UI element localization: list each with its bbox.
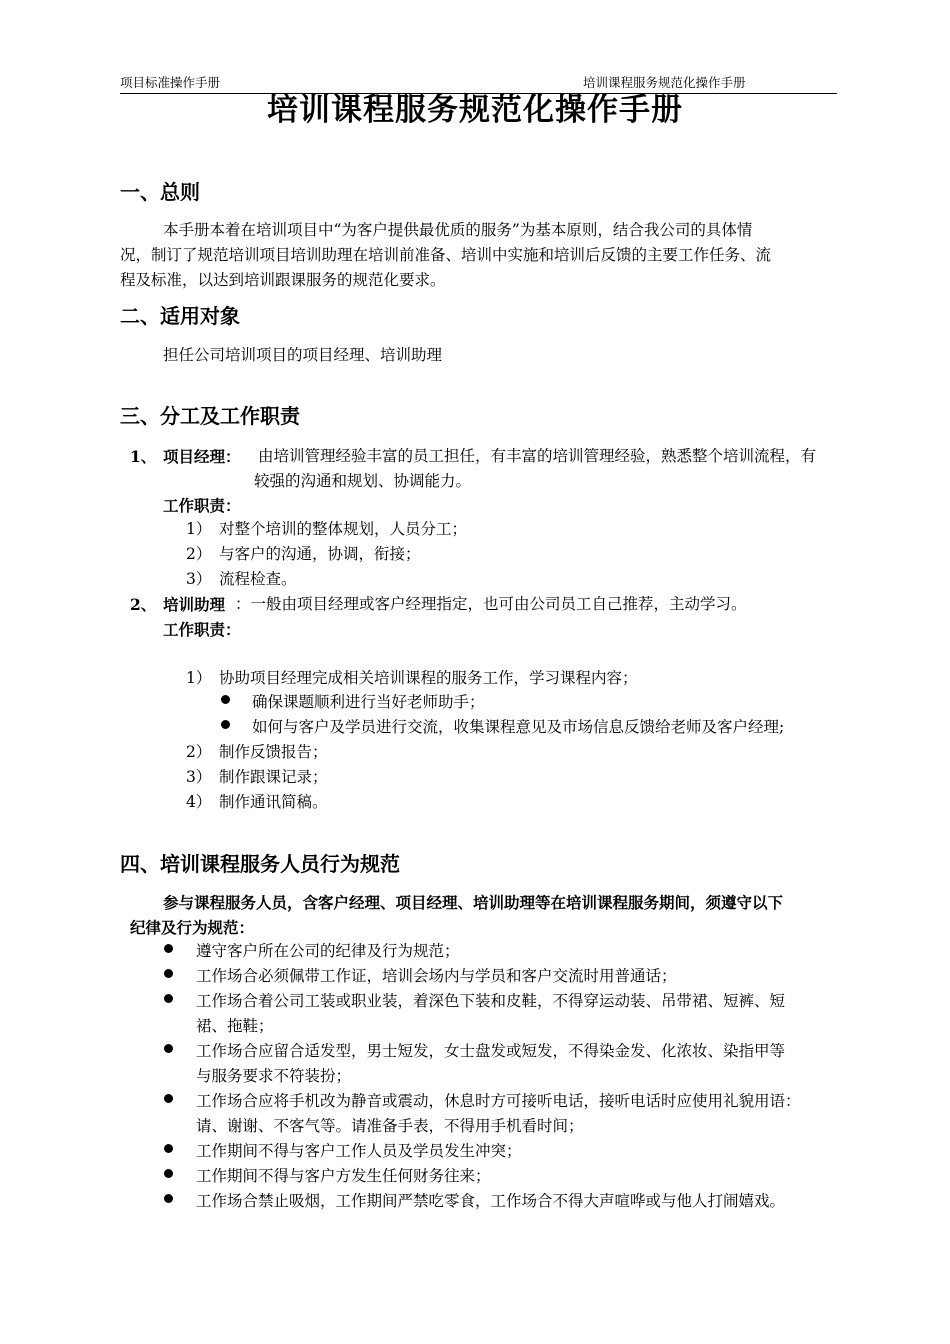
rule-4-line-1: 工作场合应留合适发型，男士短发，女士盘发或短发，不得染金发、化浓妆、染指甲等: [196, 1042, 786, 1060]
role-1-duty-3-number: 3）: [186, 570, 212, 588]
bullet-icon: [164, 1194, 173, 1203]
rule-5-line-1: 工作场合应将手机改为静音或震动，休息时方可接听电话，接听电话时应使用礼貌用语：: [196, 1092, 801, 1110]
role-1-duties-label: 工作职责：: [163, 496, 241, 515]
bullet-icon: [164, 969, 173, 978]
header-left-text: 项目标准操作手册: [120, 75, 221, 90]
rule-2-line-1: 工作场合必须佩带工作证，培训会场内与学员和客户交流时用普通话；: [196, 967, 677, 985]
section-4-intro-line-1: 参与课程服务人员，含客户经理、项目经理、培训助理等在培训课程服务期间，须遵守以下: [163, 893, 784, 912]
section-1-heading: 一、总则: [120, 180, 200, 204]
rule-4-line-2: 与服务要求不符装扮；: [196, 1067, 352, 1085]
role-1-number: 1、: [130, 447, 157, 466]
role-2-number: 2、: [130, 595, 157, 614]
section-2-text: 担任公司培训项目的项目经理、培训助理: [163, 346, 443, 364]
rule-3-line-1: 工作场合着公司工装或职业装，着深色下装和皮鞋，不得穿运动装、吊带裙、短裤、短: [196, 992, 786, 1010]
section-1-line-1: 本手册本着在培训项目中“为客户提供最优质的服务”为基本原则，结合我公司的具体情: [163, 221, 753, 239]
section-1-line-3: 程及标准，以达到培训跟课服务的规范化要求。: [120, 271, 446, 289]
role-2-duty-2-text: 制作反馈报告；: [219, 743, 328, 761]
role-1-duty-3-text: 流程检查。: [219, 570, 297, 588]
role-2-sub-bullet-2: 如何与客户及学员进行交流，收集课程意见及市场信息反馈给老师及客户经理;: [252, 718, 785, 736]
role-2-duty-3-text: 制作跟课记录；: [219, 768, 328, 786]
role-1-label: 项目经理：: [163, 447, 241, 466]
rule-3-line-2: 裙、拖鞋；: [196, 1017, 274, 1035]
header-right-text: 培训课程服务规范化操作手册: [583, 75, 746, 90]
role-1-desc-line-1: 由培训管理经验丰富的员工担任，有丰富的培训管理经验，熟悉整个培训流程，有: [258, 447, 817, 465]
role-2-duty-1-text: 协助项目经理完成相关培训课程的服务工作，学习课程内容；: [219, 669, 638, 687]
role-2-duty-1-number: 1）: [186, 669, 212, 687]
section-4-heading: 四、培训课程服务人员行为规范: [120, 852, 400, 876]
role-2-duty-4-text: 制作通讯简稿。: [219, 793, 328, 811]
bullet-icon: [221, 695, 230, 704]
role-2-duty-4-number: 4）: [186, 793, 212, 811]
section-2-heading: 二、适用对象: [120, 304, 240, 328]
role-2-duty-2-number: 2）: [186, 743, 212, 761]
section-1-line-2: 况，制订了规范培训项目培训助理在培训前准备、培训中实施和培训后反馈的主要工作任务、流: [120, 246, 772, 264]
bullet-icon: [164, 994, 173, 1003]
role-1-duty-2-number: 2）: [186, 545, 212, 563]
role-2-desc: ：一般由项目经理或客户经理指定，也可由公司员工自己推荐，主动学习。: [235, 595, 747, 613]
role-2-duty-3-number: 3）: [186, 768, 212, 786]
role-2-label: 培训助理: [163, 595, 226, 614]
role-1-desc-line-2: 较强的沟通和规划、协调能力。: [254, 472, 472, 490]
rule-1-line-1: 遵守客户所在公司的纪律及行为规范；: [196, 942, 460, 960]
bullet-icon: [164, 1169, 173, 1178]
bullet-icon: [164, 1044, 173, 1053]
document-title: 培训课程服务规范化操作手册: [267, 92, 683, 128]
section-3-heading: 三、分工及工作职责: [120, 404, 300, 428]
role-2-duties-label: 工作职责：: [163, 620, 241, 639]
bullet-icon: [164, 944, 173, 953]
role-1-duty-2-text: 与客户的沟通，协调，衔接；: [219, 545, 421, 563]
rule-5-line-2: 请、谢谢、不客气等。请准备手表，不得用手机看时间；: [196, 1117, 584, 1135]
rule-8-line-1: 工作场合禁止吸烟，工作期间严禁吃零食，工作场合不得大声喧哗或与他人打闹嬉戏。: [196, 1192, 786, 1210]
rule-7-line-1: 工作期间不得与客户方发生任何财务往来；: [196, 1167, 491, 1185]
bullet-icon: [221, 720, 230, 729]
bullet-icon: [164, 1094, 173, 1103]
role-1-duty-1-text: 对整个培训的整体规划，人员分工；: [219, 520, 468, 538]
section-4-intro-line-2: 纪律及行为规范：: [130, 918, 255, 937]
role-1-duty-1-number: 1）: [186, 520, 212, 538]
bullet-icon: [164, 1144, 173, 1153]
rule-6-line-1: 工作期间不得与客户工作人员及学员发生冲突；: [196, 1142, 522, 1160]
role-2-sub-bullet-1: 确保课题顺利进行当好老师助手；: [252, 693, 485, 711]
